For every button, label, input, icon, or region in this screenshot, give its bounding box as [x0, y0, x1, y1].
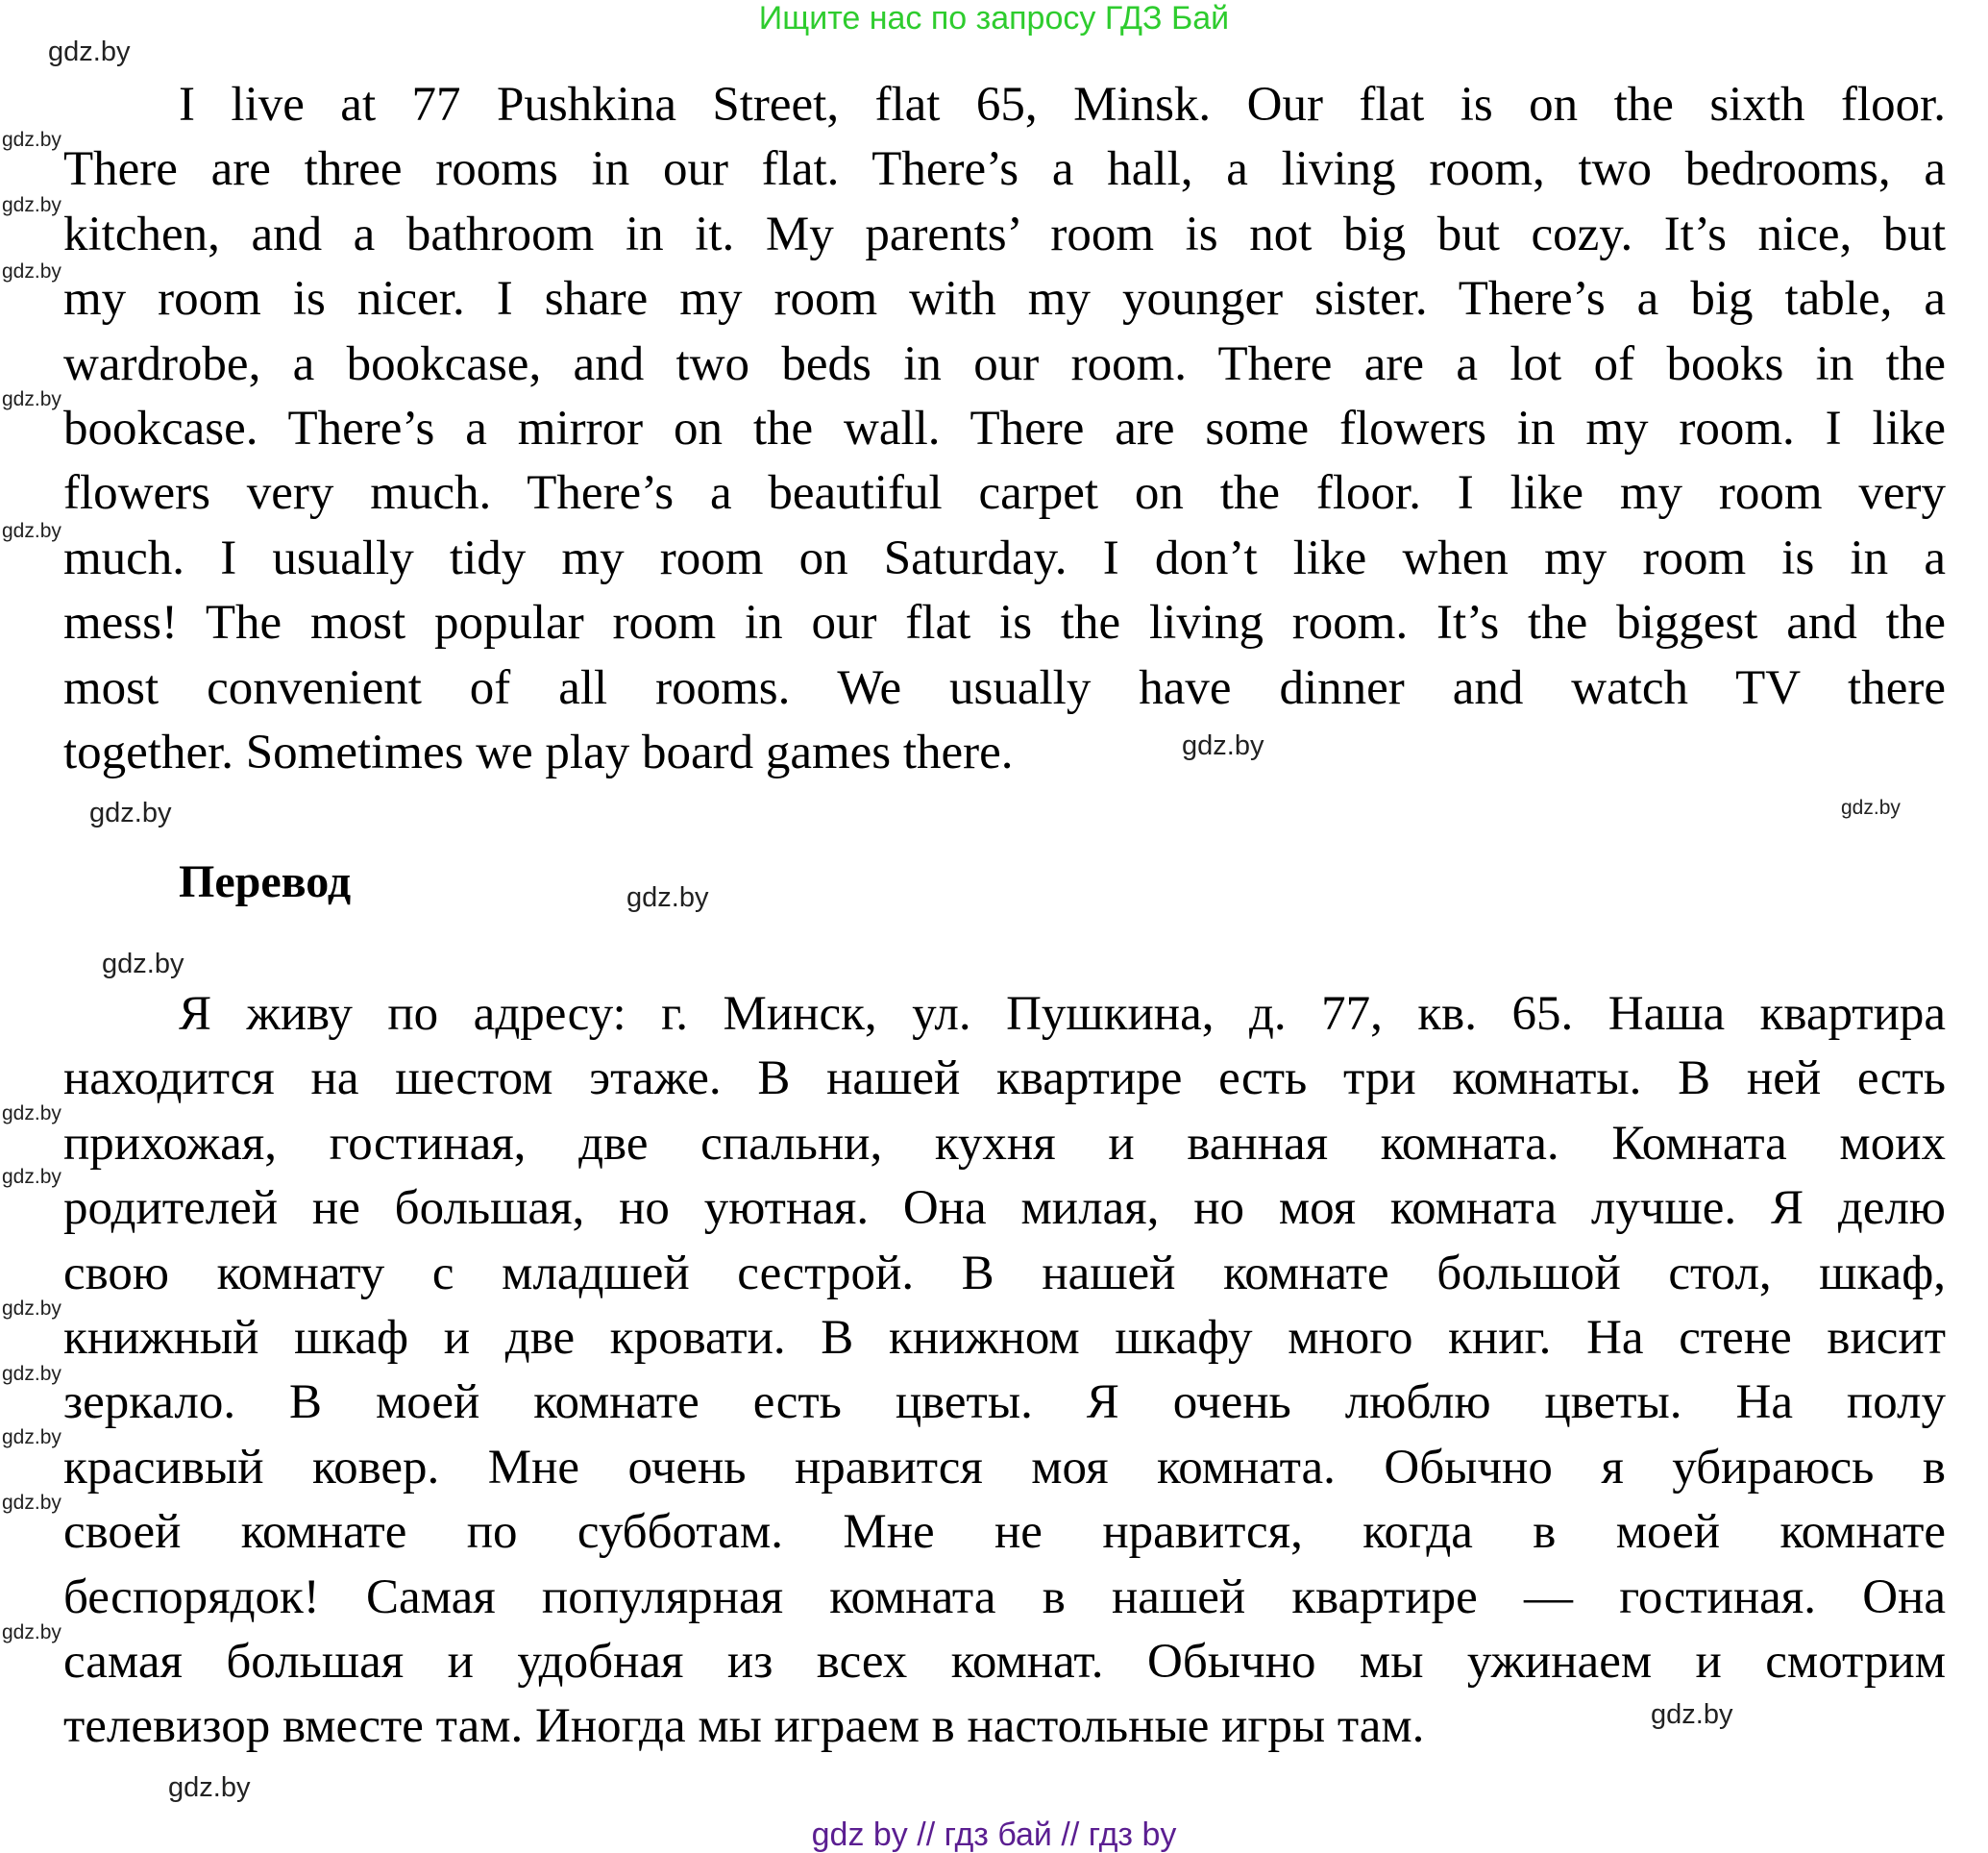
- text-line: беспорядок! Самая популярная комната в нашей квартире — гостиная. Она: [63, 1569, 1946, 1624]
- watermark-label: gdz.by: [168, 1772, 251, 1803]
- translation-heading: Перевод: [179, 856, 352, 907]
- text-line: mess! The most popular room in our flat is the living room. It’s the biggest and the: [63, 596, 1946, 651]
- text-line: most convenient of all rooms. We usually have dinner and watch TV there: [63, 660, 1946, 715]
- watermark-label: gdz.by: [2, 520, 61, 542]
- watermark-label: gdz.by: [89, 798, 172, 828]
- text-line: телевизор вместе там. Иногда мы играем в настольные игры там.: [63, 1699, 1425, 1754]
- text-line: There are three rooms in our flat. There’s a hall, a living room, two bedrooms, a: [63, 142, 1946, 197]
- footer-links[interactable]: gdz by // гдз бай // гдз by: [811, 1816, 1177, 1853]
- text-line: bookcase. There’s a mirror on the wall. There are some flowers in my room. I like: [63, 401, 1946, 456]
- text-line: свою комнату с младшей сестрой. В нашей комнате большой стол, шкаф,: [63, 1246, 1946, 1300]
- watermark-label: gdz.by: [2, 260, 61, 283]
- text-line: зеркало. В моей комнате есть цветы. Я очень люблю цветы. На полу: [63, 1375, 1946, 1430]
- text-line: my room is nicer. I share my room with my younger sister. There’s a big table, a: [63, 272, 1946, 327]
- watermark-label: gdz.by: [2, 1166, 61, 1188]
- watermark-label: gdz.by: [2, 1363, 61, 1385]
- watermark-label: gdz.by: [2, 129, 61, 151]
- text-line: красивый ковер. Мне очень нравится моя комната. Обычно я убираюсь в: [63, 1440, 1946, 1495]
- watermark-label: gdz.by: [2, 1492, 61, 1514]
- watermark-label: gdz.by: [626, 882, 709, 913]
- watermark-label: gdz.by: [1841, 797, 1901, 819]
- text-line: родителей не большая, но уютная. Она милая, но моя комната лучше. Я делю: [63, 1181, 1946, 1236]
- text-line: wardrobe, a bookcase, and two beds in our room. There are a lot of books in the: [63, 336, 1946, 391]
- text-line: flowers very much. There’s a beautiful carpet on the floor. I like my room very: [63, 466, 1946, 521]
- russian-translation-text: [63, 982, 1946, 1760]
- watermark-label: gdz.by: [2, 1102, 61, 1124]
- english-text: [63, 73, 1946, 785]
- text-line: своей комнате по субботам. Мне не нравится, когда в моей комнате: [63, 1505, 1946, 1560]
- text-line: Я живу по адресу: г. Минск, ул. Пушкина, д. 77, кв. 65. Наша квартира: [179, 987, 1946, 1041]
- text-line: I live at 77 Pushkina Street, flat 65, Minsk. Our flat is on the sixth floor.: [179, 78, 1946, 132]
- search-hint-banner: Ищите нас по запросу ГДЗ Бай: [758, 0, 1230, 37]
- text-line: together. Sometimes we play board games there.: [63, 725, 1014, 779]
- watermark-label: gdz.by: [2, 194, 61, 216]
- watermark-label: gdz.by: [48, 37, 131, 67]
- text-line: книжный шкаф и две кровати. В книжном шкафу много книг. На стене висит: [63, 1310, 1946, 1365]
- watermark-label: gdz.by: [102, 949, 184, 979]
- watermark-label: gdz.by: [2, 1621, 61, 1643]
- text-line: самая большая и удобная из всех комнат. Обычно мы ужинаем и смотрим: [63, 1634, 1946, 1689]
- watermark-label: gdz.by: [2, 388, 61, 410]
- text-line: kitchen, and a bathroom in it. My parents’ room is not big but cozy. It’s nice, but: [63, 207, 1946, 261]
- watermark-label: gdz.by: [1182, 730, 1264, 761]
- watermark-label: gdz.by: [2, 1426, 61, 1448]
- watermark-label: gdz.by: [2, 1297, 61, 1320]
- text-line: находится на шестом этаже. В нашей квартире есть три комнаты. В ней есть: [63, 1051, 1946, 1106]
- watermark-label: gdz.by: [1651, 1699, 1733, 1730]
- text-line: much. I usually tidy my room on Saturday. I don’t like when my room is in a: [63, 531, 1946, 585]
- text-line: прихожая, гостиная, две спальни, кухня и ванная комната. Комната моих: [63, 1116, 1946, 1171]
